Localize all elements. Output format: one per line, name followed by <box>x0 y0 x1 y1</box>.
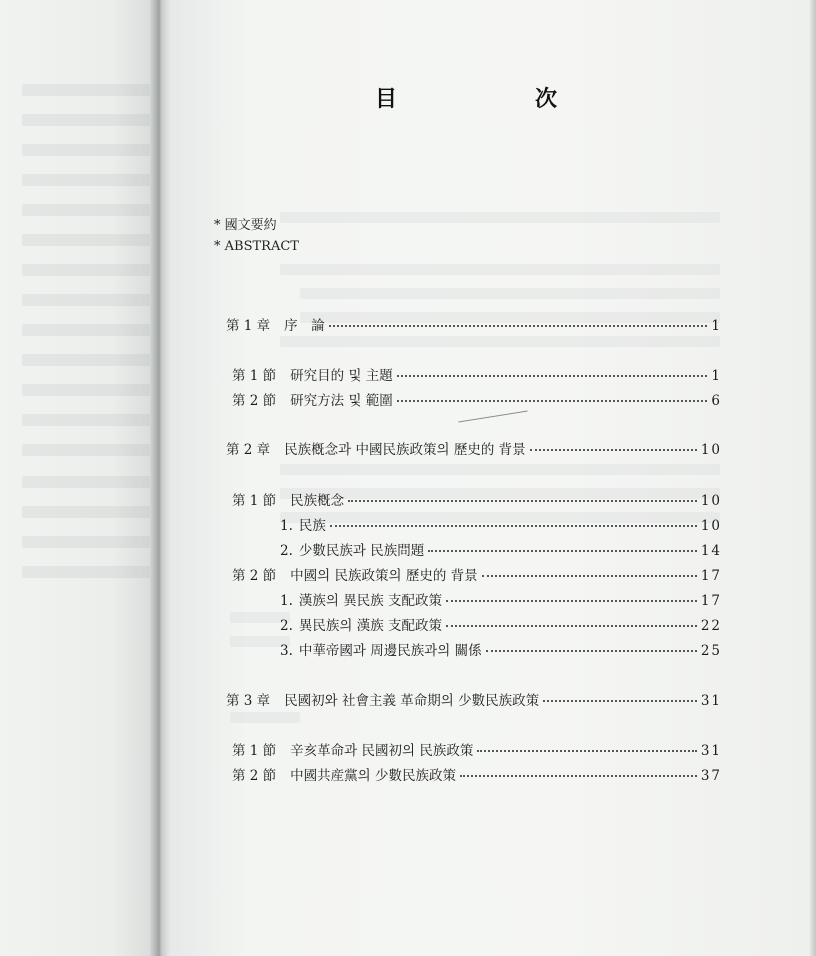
leader-dots <box>329 325 708 327</box>
toc-chapter-3-section-2[interactable] <box>232 764 722 784</box>
toc-title: 少數民族과 民族問題 <box>298 543 425 559</box>
toc-title: 異民族의 漢族 支配政策 <box>298 618 443 634</box>
bleed-through-line <box>22 354 162 366</box>
bleed-through-line <box>22 204 162 216</box>
toc-number: 第 1 章 <box>226 318 271 334</box>
leader-dots <box>446 625 697 627</box>
preface-entry-korean-abstract[interactable]: * 國文要約 <box>214 218 277 233</box>
leader-dots <box>477 750 696 752</box>
page-edge <box>810 0 816 956</box>
bleed-through-line <box>280 264 720 275</box>
bleed-through-line <box>22 264 162 276</box>
toc-title: 研究方法 및 範圍 <box>290 393 393 409</box>
leader-dots <box>460 775 697 777</box>
bleed-through-line <box>22 234 162 246</box>
toc-number: 第 2 節 <box>232 568 277 584</box>
leader-dots <box>397 375 708 377</box>
toc-number: 第 1 節 <box>232 493 277 509</box>
bleed-through-line <box>22 476 162 488</box>
leader-dots <box>543 700 697 702</box>
toc-chapter-3[interactable] <box>226 689 722 709</box>
preface-entry-abstract[interactable]: * ABSTRACT <box>214 239 299 254</box>
toc-title: 民族槪念과 中國民族政策의 歷史的 背景 <box>284 442 526 458</box>
leader-dots <box>486 650 697 652</box>
leader-dots <box>446 600 697 602</box>
toc-chapter-2-section-2-item-3[interactable] <box>280 639 722 659</box>
bleed-through-line <box>22 566 162 578</box>
toc-page-number: 6 <box>711 393 722 409</box>
toc-page-number: 10 <box>700 518 722 534</box>
toc-title: 民族 <box>298 518 326 534</box>
toc-number: 第 2 節 <box>232 768 277 784</box>
bleed-through-line <box>22 174 162 186</box>
toc-chapter-2-section-1-item-1[interactable] <box>280 514 722 534</box>
bleed-through-line <box>22 444 162 456</box>
toc-title: 民國初와 社會主義 革命期의 少數民族政策 <box>284 693 540 709</box>
bleed-through-line <box>22 324 162 336</box>
toc-chapter-2-section-2-item-2[interactable] <box>280 614 722 634</box>
toc-chapter-2-section-2[interactable] <box>232 564 722 584</box>
toc-page-number: 17 <box>700 593 722 609</box>
page-title-left-char: 目 <box>375 87 398 112</box>
toc-title: 研究目的 및 主題 <box>290 368 393 384</box>
toc-chapter-1[interactable] <box>226 314 722 334</box>
toc-title: 中華帝國과 周邊民族과의 關係 <box>298 643 482 659</box>
leader-dots <box>348 500 697 502</box>
toc-number: 第 3 章 <box>226 693 271 709</box>
toc-number: 第 1 節 <box>232 743 277 759</box>
toc-page-number: 10 <box>700 493 722 509</box>
bleed-through-line <box>22 506 162 518</box>
toc-title: 序 論 <box>284 318 325 334</box>
bleed-through-line <box>22 294 162 306</box>
bleed-through-line <box>280 336 720 347</box>
toc-title: 漢族의 異民族 支配政策 <box>298 593 443 609</box>
toc-number: 1. <box>280 518 293 534</box>
bleed-through-line <box>22 536 162 548</box>
toc-chapter-1-section-1[interactable] <box>232 364 722 384</box>
toc-chapter-2-section-1-item-2[interactable] <box>280 539 722 559</box>
toc-number: 第 2 節 <box>232 393 277 409</box>
toc-page-number: 31 <box>700 693 722 709</box>
toc-number: 第 1 節 <box>232 368 277 384</box>
bleed-through-line <box>230 712 300 723</box>
bleed-through-line <box>22 384 162 396</box>
bleed-through-line <box>22 144 162 156</box>
toc-page-number: 10 <box>700 442 722 458</box>
toc-title: 辛亥革命과 民國初의 民族政策 <box>290 743 474 759</box>
leader-dots <box>530 449 697 451</box>
toc-chapter-2-section-2-item-1[interactable] <box>280 589 722 609</box>
leader-dots <box>397 400 708 402</box>
toc-title: 中國共産黨의 少數民族政策 <box>290 768 457 784</box>
toc-chapter-3-section-1[interactable] <box>232 739 722 759</box>
bleed-through-line <box>280 464 720 475</box>
book-gutter <box>150 0 170 956</box>
toc-number: 3. <box>280 643 293 659</box>
bleed-through-line <box>22 414 162 426</box>
left-facing-page <box>0 0 160 956</box>
leader-dots <box>330 525 697 527</box>
toc-number: 1. <box>280 593 293 609</box>
toc-title: 中國의 民族政策의 歷史的 背景 <box>290 568 478 584</box>
toc-page-number: 25 <box>700 643 722 659</box>
toc-number: 2. <box>280 618 293 634</box>
leader-dots <box>482 575 697 577</box>
bleed-through-line <box>280 212 720 223</box>
bleed-through-line <box>22 114 162 126</box>
page-title-right-char: 次 <box>535 87 558 112</box>
toc-page-number: 17 <box>700 568 722 584</box>
toc-page-number: 31 <box>700 743 722 759</box>
toc-page-number: 1 <box>711 368 722 384</box>
toc-page <box>170 0 816 956</box>
toc-title: 民族槪念 <box>290 493 345 509</box>
toc-number: 2. <box>280 543 293 559</box>
toc-page-number: 14 <box>700 543 722 559</box>
toc-page-number: 1 <box>711 318 722 334</box>
toc-page-number: 37 <box>700 768 722 784</box>
toc-chapter-2-section-1[interactable] <box>232 489 722 509</box>
bleed-through-line <box>22 84 162 96</box>
toc-chapter-1-section-2[interactable] <box>232 389 722 409</box>
toc-chapter-2[interactable] <box>226 438 722 458</box>
leader-dots <box>428 550 697 552</box>
toc-number: 第 2 章 <box>226 442 271 458</box>
bleed-through-line <box>300 288 720 299</box>
toc-page-number: 22 <box>700 618 722 634</box>
